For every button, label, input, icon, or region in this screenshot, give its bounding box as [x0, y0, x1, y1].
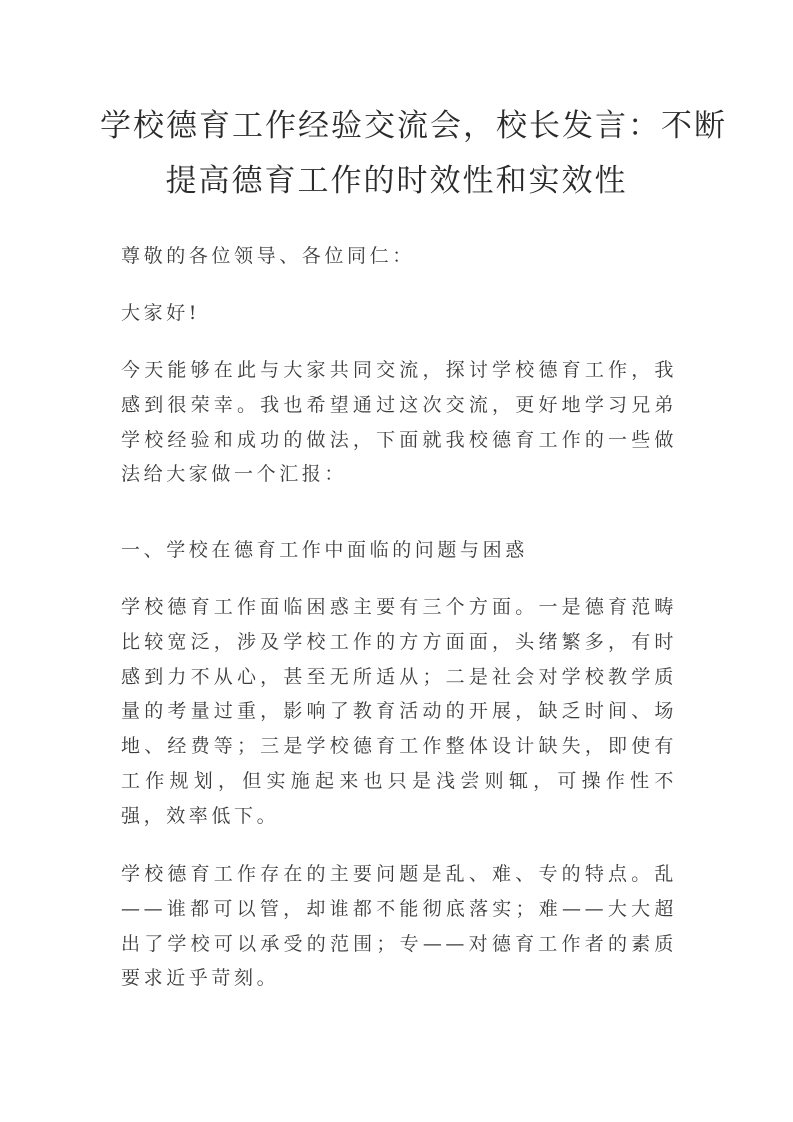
section-1-heading: 一、学校在德育工作中面临的问题与困惑	[121, 539, 528, 561]
intro-paragraph: 今天能够在此与大家共同交流，探讨学校德育工作，我感到很荣幸。我也希望通过这次交流，更好地学习兄弟学校经验和成功的做法，下面就我校德育工作的一些做法给大家做一个汇报：	[121, 359, 677, 486]
section-1-paragraph-2: 学校德育工作存在的主要问题是乱、难、专的特点。乱——谁都可以管，却谁都不能彻底落实；难——大大超出了学校可以承受的范围；专——对德育工作者的素质要求近乎苛刻。	[121, 863, 677, 990]
hello-paragraph: 大家好!	[121, 302, 201, 324]
section-1-paragraph-1: 学校德育工作面临困惑主要有三个方面。一是德育范畴比较宽泛，涉及学校工作的方方面面，头绪繁多，有时感到力不从心，甚至无所适从；二是社会对学校教学质量的考量过重，影响了教育活动的开展，缺乏时间、场地、经费等；三是学校德育工作整体设计缺失，即使有工作规划，但实施起来也只是浅尝则辄，可操作性不强，效率低下。	[121, 596, 677, 827]
document-title-line-1: 学校德育工作经验交流会，校长发言：不断	[100, 108, 727, 144]
greeting-paragraph: 尊敬的各位领导、各位同仁：	[121, 245, 415, 267]
document-title-line-2: 提高德育工作的时效性和实效性	[165, 163, 628, 199]
